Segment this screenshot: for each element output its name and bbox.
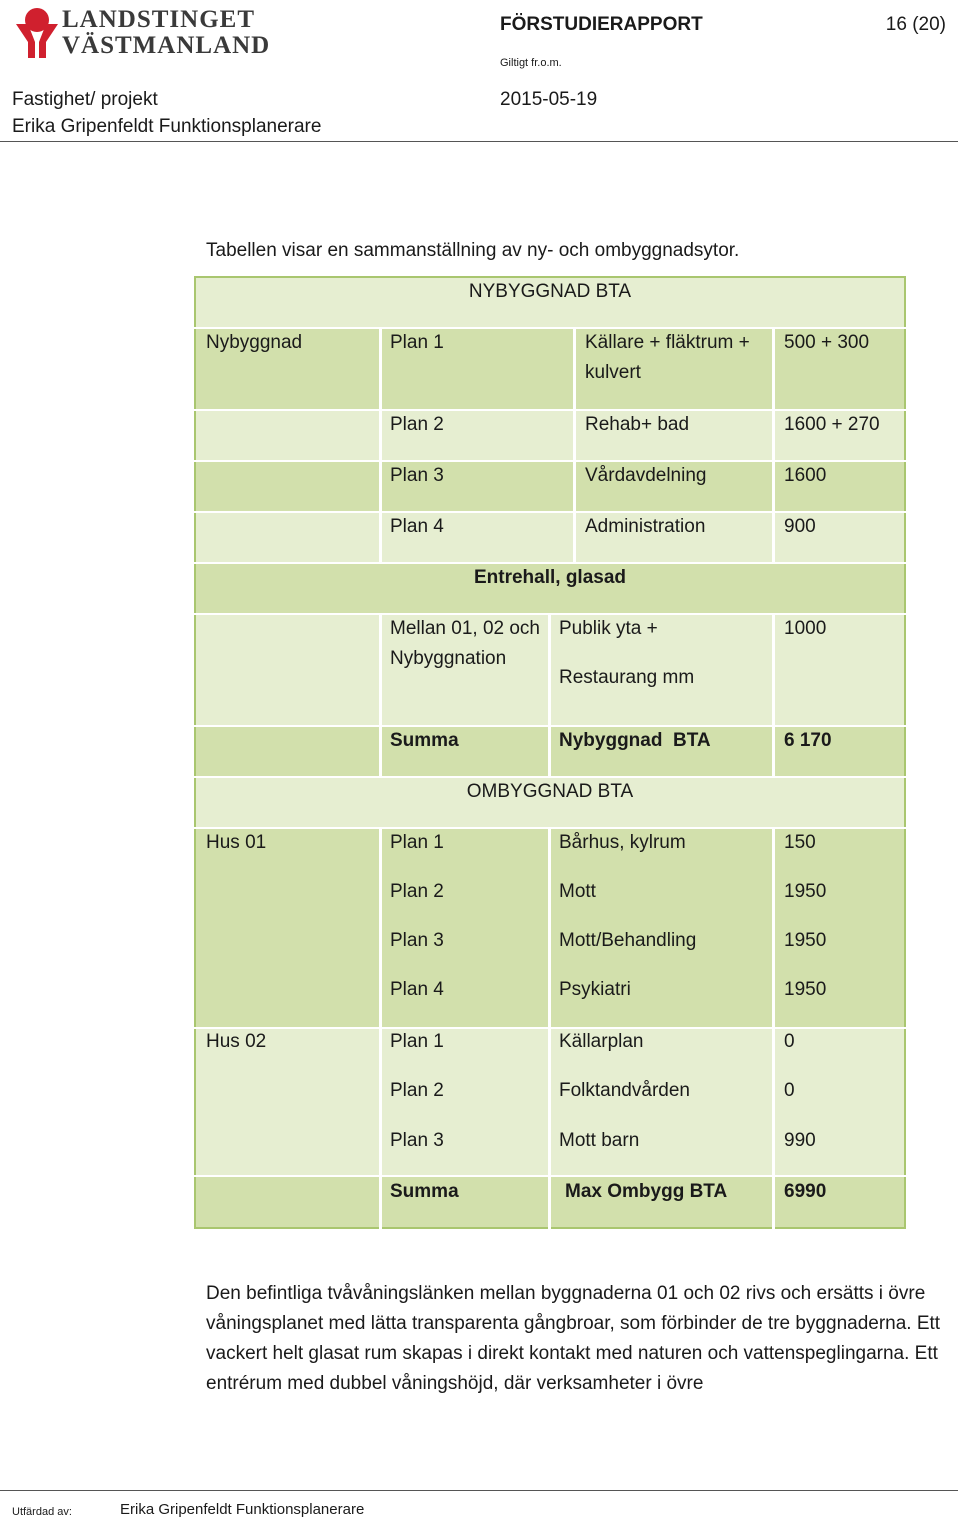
cell-description: Psykiatri <box>559 979 631 1000</box>
cell-area: 1950 <box>784 979 827 1000</box>
cell-description: Folktandvården <box>559 1080 690 1101</box>
cell-plan: Mellan 01, 02 och Nybyggnation <box>390 618 540 669</box>
cell-plan: Plan 4 <box>390 979 444 1000</box>
cell-plan: Plan 2 <box>390 1080 444 1101</box>
cell-area: 1000 <box>784 618 827 639</box>
cell-plan: Plan 3 <box>390 1130 444 1151</box>
col-divider <box>573 327 576 562</box>
cell-description: Mott <box>559 881 596 902</box>
sum-value: 6 170 <box>784 730 832 751</box>
valid-from-label: Giltigt fr.o.m. <box>500 57 562 69</box>
rebuild-title: OMBYGGNAD BTA <box>466 781 634 802</box>
sum-label: Summa <box>390 730 459 751</box>
cell-area: 990 <box>784 1130 816 1151</box>
cell-plan: Plan 4 <box>390 516 444 537</box>
author-name: Erika Gripenfeldt Funktionsplanerare <box>12 116 322 137</box>
intro-text: Tabellen visar en sammanställning av ny- och ombyggnadsytor. <box>206 240 740 261</box>
page-number: 16 (20) <box>885 14 946 35</box>
document-date: 2015-05-19 <box>500 89 598 110</box>
cell-plan: Plan 3 <box>390 465 444 486</box>
cell-plan: Plan 1 <box>390 1031 444 1052</box>
cell-area: 150 <box>784 832 816 853</box>
cell-description: Mott barn <box>559 1130 640 1151</box>
sum-description: Nybyggnad BTA <box>559 730 711 751</box>
issued-by-label: Utfärdad av: <box>12 1506 72 1518</box>
footer-divider <box>0 1490 958 1491</box>
cell-description: Källarplan <box>559 1031 644 1052</box>
org-name-line1: LANDSTINGET <box>62 6 255 33</box>
sum-label: Summa <box>390 1181 459 1202</box>
cell-area: 1600 <box>784 465 827 486</box>
cell-description: Administration <box>585 516 706 537</box>
cell-area: 0 <box>784 1080 795 1101</box>
building-name: Hus 01 <box>206 832 267 853</box>
cell-area: 1600 + 270 <box>784 414 880 435</box>
cell-area: 900 <box>784 516 816 537</box>
cell-plan: Plan 3 <box>390 930 444 951</box>
cell-description: Bårhus, kylrum <box>559 832 686 853</box>
cell-description: Rehab+ bad <box>585 414 690 435</box>
body-paragraph: Den befintliga tvåvåningslänken mellan byggnaderna 01 och 02 rivs och ersätts i övre våningsplanet med lätta transparenta gångbroar, som förbinder de tre byggnaderna. Ett vackert helt glasat rum skapas i direkt kontakt med naturen och vattenspeglingarna. Ett entrérum med dubbel våningshöjd, där verksamheter i övre <box>206 1283 941 1394</box>
cell-category: Nybyggnad <box>206 332 303 353</box>
cell-description: Mott/Behandling <box>559 930 697 951</box>
col-divider <box>379 827 382 1229</box>
entrance-title: Entrehall, glasad <box>473 567 627 588</box>
cell-plan: Plan 1 <box>390 832 444 853</box>
col-divider <box>772 827 775 1229</box>
new-build-title: NYBYGGNAD BTA <box>468 281 632 302</box>
footer-author: Erika Gripenfeldt Funktionsplanerare <box>120 1501 365 1518</box>
org-name-line2: VÄSTMANLAND <box>62 32 271 59</box>
cell-area: 1950 <box>784 881 827 902</box>
property-label: Fastighet/ projekt <box>12 89 158 110</box>
cell-description: Restaurang mm <box>559 667 695 688</box>
header-divider <box>0 141 958 142</box>
sum-description: Max Ombygg BTA <box>565 1181 728 1202</box>
col-divider <box>548 613 551 776</box>
cell-plan: Plan 1 <box>390 332 444 353</box>
sum-value: 6990 <box>784 1181 827 1202</box>
cell-plan: Plan 2 <box>390 414 444 435</box>
col-divider <box>379 613 382 776</box>
cell-area: 1950 <box>784 930 827 951</box>
cell-description: Källare + fläktrum + kulvert <box>585 332 750 383</box>
col-divider <box>548 827 551 1229</box>
col-divider <box>772 327 775 562</box>
cell-description: Vårdavdelning <box>585 465 707 486</box>
cell-area: 500 + 300 <box>784 332 870 353</box>
building-name: Hus 02 <box>206 1031 267 1052</box>
cell-description: Publik yta + <box>559 618 658 639</box>
cell-plan: Plan 2 <box>390 881 444 902</box>
cell-area: 0 <box>784 1031 795 1052</box>
col-divider <box>772 613 775 776</box>
document-title: FÖRSTUDIERAPPORT <box>500 14 703 35</box>
col-divider <box>379 327 382 562</box>
